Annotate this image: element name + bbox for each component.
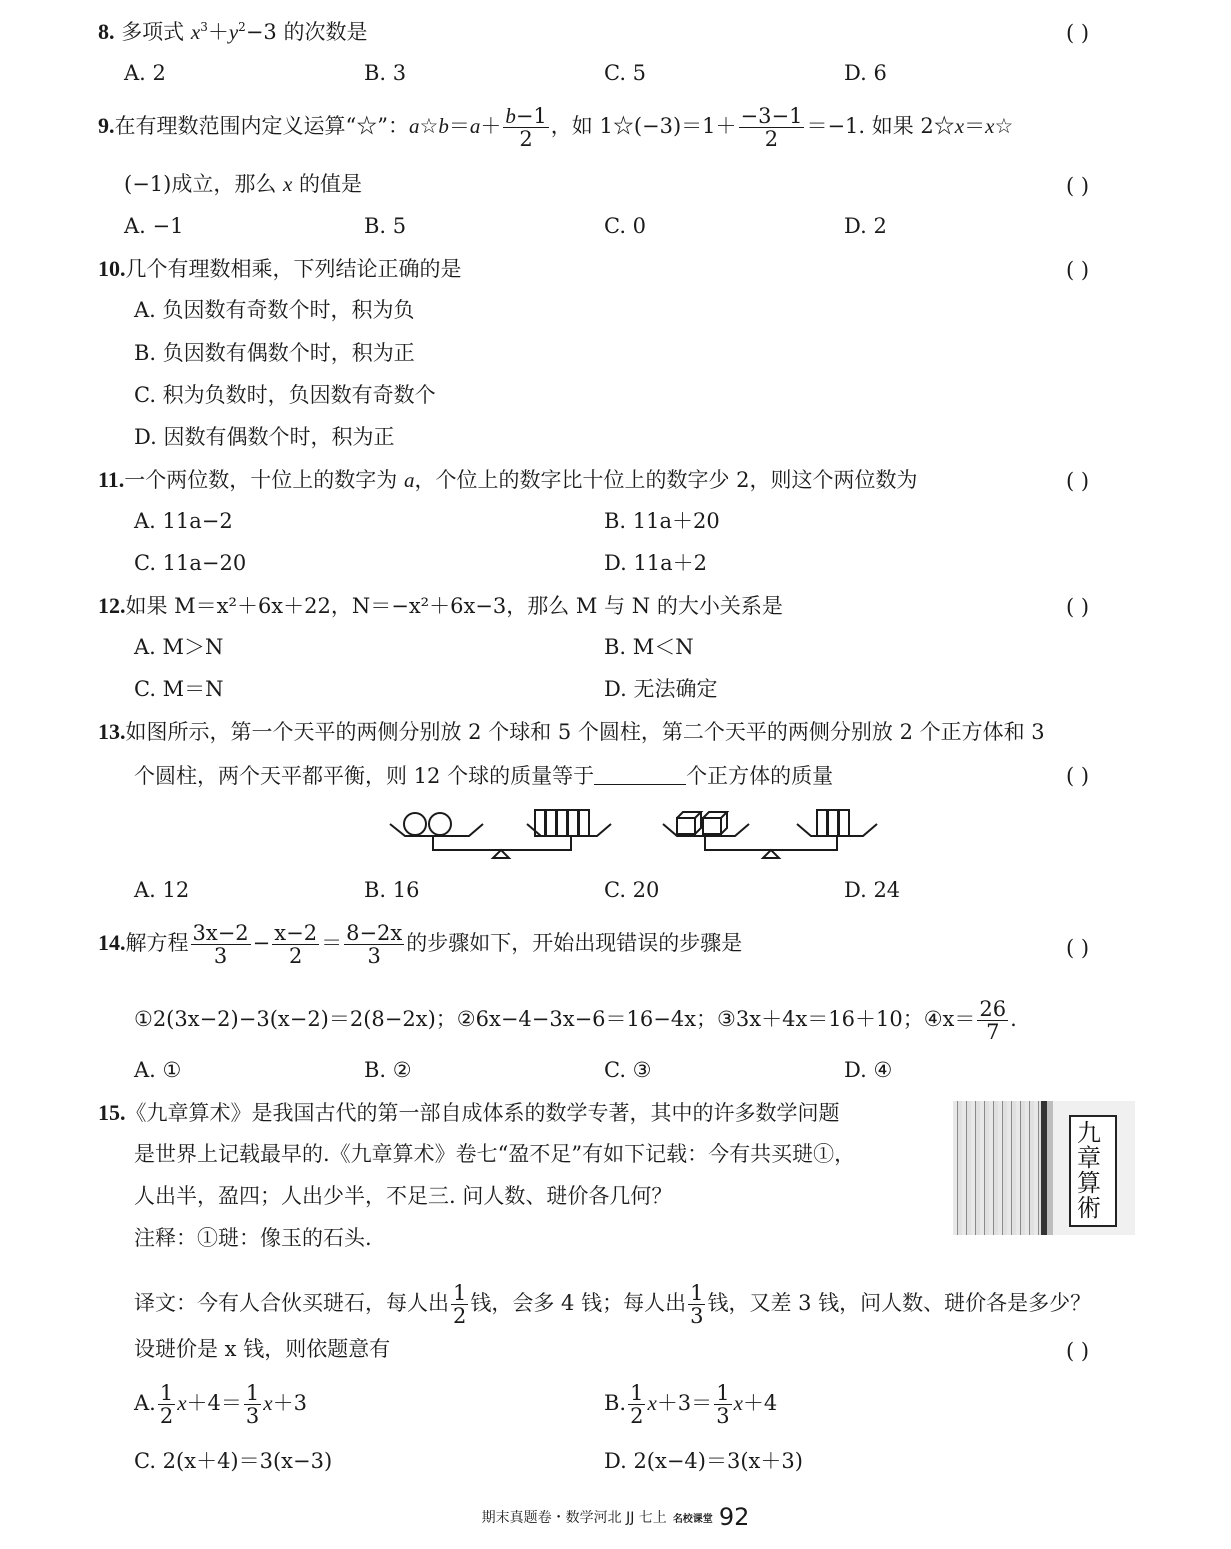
q15-trans-a: 译文：今有人合伙买琎石，每人出	[134, 1291, 449, 1316]
q15-note: 注释：①琎：像玉的石头.	[134, 1226, 372, 1250]
q15-text-3: 人出半，盈四；人出少半，不足三. 问人数、琎价各几何？	[134, 1184, 673, 1208]
q15-option-d[interactable]: D. 2(x−4)＝3(x＋3)	[604, 1449, 803, 1473]
q13-text-3: 个正方体的质量	[686, 764, 834, 788]
answer-paren: ( )	[1066, 21, 1090, 45]
q12-option-a[interactable]: A. M＞N	[134, 635, 224, 659]
q11-text-1: 一个两位数，十位上的数字为	[124, 468, 404, 492]
q12-text: 如果 M＝x²＋6x＋22，N＝−x²＋6x−3，那么 M 与 N 的大小关系是	[125, 594, 783, 618]
q10-text: 几个有理数相乘，下列结论正确的是	[125, 257, 462, 281]
q14-fraction-1: $\frac{3x-2}{3}$	[192, 921, 249, 969]
q11-stem: 11.一个两位数，十位上的数字为 a，个位上的数字比十位上的数字少 2，则这个两位数为	[98, 467, 918, 492]
q14-number: 14.	[98, 930, 126, 956]
q15-trans-b: 钱，会多 4 钱；每人出	[470, 1291, 687, 1316]
q9-text-3: ＝−1. 如果 2☆	[806, 114, 955, 139]
q15-option-a[interactable]: A. $\frac{1}{2}$ x＋4＝ $\frac{1}{3}$ x＋3	[134, 1381, 307, 1429]
q9-option-d[interactable]: D. 2	[844, 214, 887, 238]
q14-steps-text: ①2(3x−2)−3(x−2)＝2(8−2x)；②6x−4−3x−6＝16−4x；③3x＋4x＝16＋10；④x＝	[134, 1007, 976, 1032]
jiuzhang-book-image	[953, 1101, 1135, 1235]
q15-stem	[98, 1102, 840, 1124]
answer-paren: ( )	[1066, 936, 1090, 960]
q11-option-a[interactable]: A. 11a−2	[134, 509, 233, 533]
q14-option-c[interactable]: C. ③	[604, 1058, 652, 1082]
q9-text-2: ，如 1☆(−3)＝1＋	[550, 114, 737, 139]
balance-scale-1	[390, 810, 611, 858]
answer-paren: ( )	[1066, 469, 1090, 493]
q11-text-2: ，个位上的数字比十位上的数字少 2，则这个两位数为	[414, 468, 918, 492]
q11-number: 11.	[98, 467, 125, 492]
answer-blank[interactable]	[594, 764, 686, 785]
answer-paren: ( )	[1066, 595, 1090, 619]
publisher-logo: 名校课堂	[672, 1514, 713, 1525]
q8-option-b[interactable]: B. 3	[364, 61, 407, 85]
q8-text-post: 的次数是	[276, 20, 368, 44]
q14-step4-fraction: $\frac{26}{7}$	[979, 997, 1007, 1045]
q15-text-1: 《九章算术》是我国古代的第一部自成体系的数学专著，其中的许多数学问题	[125, 1101, 840, 1125]
q8-option-a[interactable]: A. 2	[124, 61, 166, 85]
q8-stem: 8. 多项式 $x^3+y^2-3$ 的次数是	[98, 19, 368, 44]
q14-fraction-2: $\frac{x-2}{2}$	[274, 921, 318, 969]
q8-number: 8.	[98, 19, 115, 44]
q14-stem: 14.解方程 $\frac{3x-2}{3}$ − $\frac{x-2}{2}$ ＝ $\frac{8-2x}{3}$ 的步骤如下，开始出现错误的步骤是	[98, 921, 743, 969]
page-number: 92	[718, 1503, 750, 1531]
q12-stem	[98, 595, 783, 617]
q14-option-b[interactable]: B. ②	[364, 1058, 412, 1082]
q9-stem: 9.在有理数范围内定义运算“☆”：a☆b＝a＋ $\frac{b-1}{2}$ ，如 1☆(−3)＝1＋ $\frac{-3-1}{2}$ ＝−1. 如果 2☆x＝x☆	[98, 104, 1014, 152]
q9-option-a[interactable]: A. −1	[124, 214, 184, 238]
q8-option-c[interactable]: C. 5	[604, 61, 647, 85]
q14-text-1: 解方程	[125, 931, 189, 956]
q9-number: 9.	[98, 113, 115, 139]
q9-option-c[interactable]: C. 0	[604, 214, 647, 238]
answer-paren: ( )	[1066, 764, 1090, 788]
q15-option-c[interactable]: C. 2(x＋4)＝3(x−3)	[134, 1449, 333, 1473]
q14-option-a[interactable]: A. ①	[134, 1058, 182, 1082]
q15-option-b[interactable]: B. $\frac{1}{2}$ x＋3＝ $\frac{1}{3}$ x＋4	[604, 1381, 778, 1429]
answer-paren: ( )	[1066, 258, 1090, 282]
book-title-text: 九章算術	[1077, 1119, 1101, 1222]
q9-text-1: 在有理数范围内定义运算“☆”：	[114, 114, 409, 139]
q15-let: 设琎价是 x 钱，则依题意有	[134, 1337, 391, 1361]
q9-text-5: 的值是	[292, 172, 363, 196]
q10-stem	[98, 258, 462, 280]
q14-text-2: 的步骤如下，开始出现错误的步骤是	[406, 931, 743, 956]
q10-option-b[interactable]: B. 负因数有偶数个时，积为正	[134, 341, 415, 365]
q12-option-c[interactable]: C. M＝N	[134, 677, 224, 701]
q8-text-pre: 多项式	[121, 20, 191, 44]
q9-text-4: (−1)成立，那么	[124, 172, 284, 196]
q10-option-c[interactable]: C. 积为负数时，负因数有奇数个	[134, 383, 436, 407]
q13-text-1: 如图所示，第一个天平的两侧分别放 2 个球和 5 个圆柱，第二个天平的两侧分别放 2 个正方体和 3	[125, 720, 1045, 744]
q12-option-b[interactable]: B. M＜N	[604, 635, 694, 659]
q13-option-b[interactable]: B. 16	[364, 878, 420, 902]
q10-option-a[interactable]: A. 负因数有奇数个时，积为负	[134, 298, 415, 322]
q10-number: 10.	[98, 256, 126, 281]
q13-option-c[interactable]: C. 20	[604, 878, 660, 902]
q13-option-a[interactable]: A. 12	[134, 878, 190, 902]
q14-fraction-3: $\frac{8-2x}{3}$	[346, 921, 403, 969]
q11-option-d[interactable]: D. 11a＋2	[604, 551, 708, 575]
q9-option-b[interactable]: B. 5	[364, 214, 407, 238]
footer-text: 期末真题卷・数学河北 JJ 七上	[481, 1510, 667, 1526]
q11-option-b[interactable]: B. 11a＋20	[604, 509, 720, 533]
q8-option-d[interactable]: D. 6	[844, 61, 887, 85]
q14-steps: ①2(3x−2)−3(x−2)＝2(8−2x)；②6x−4−3x−6＝16−4x；③3x＋4x＝16＋10；④x＝ $\frac{26}{7}$ .	[134, 997, 1017, 1045]
balance-scale-2	[663, 810, 877, 858]
q12-option-d[interactable]: D. 无法确定	[604, 677, 718, 701]
q15-text-2: 是世界上记载最早的.《九章算术》卷七“盈不足”有如下记载：今有共买琎①，	[134, 1142, 856, 1166]
q13-stem	[98, 721, 1045, 743]
q13-number: 13.	[98, 719, 126, 744]
q15-trans-c: 钱，又差 3 钱，问人数、琎价各是多少？	[707, 1291, 1092, 1316]
q15-translation: 译文：今有人合伙买琎石，每人出 $\frac{1}{2}$ 钱，会多 4 钱；每人出 $\frac{1}{3}$ 钱，又差 3 钱，问人数、琎价各是多少？	[134, 1281, 1092, 1329]
answer-paren: ( )	[1066, 1339, 1090, 1363]
q13-stem-2	[134, 764, 833, 787]
q11-option-c[interactable]: C. 11a−20	[134, 551, 247, 575]
q13-text-2: 个圆柱，两个天平都平衡，则 12 个球的质量等于	[134, 764, 595, 788]
q12-number: 12.	[98, 593, 126, 618]
page-footer	[0, 1503, 1231, 1531]
q9-stem-2: (−1)成立，那么 x 的值是	[124, 172, 363, 196]
q15-number: 15.	[98, 1100, 126, 1125]
q13-option-d[interactable]: D. 24	[844, 878, 901, 902]
q10-option-d[interactable]: D. 因数有偶数个时，积为正	[134, 425, 395, 449]
q14-option-d[interactable]: D. ④	[844, 1058, 893, 1082]
answer-paren: ( )	[1066, 174, 1090, 198]
balance-scales-figure	[385, 798, 885, 864]
